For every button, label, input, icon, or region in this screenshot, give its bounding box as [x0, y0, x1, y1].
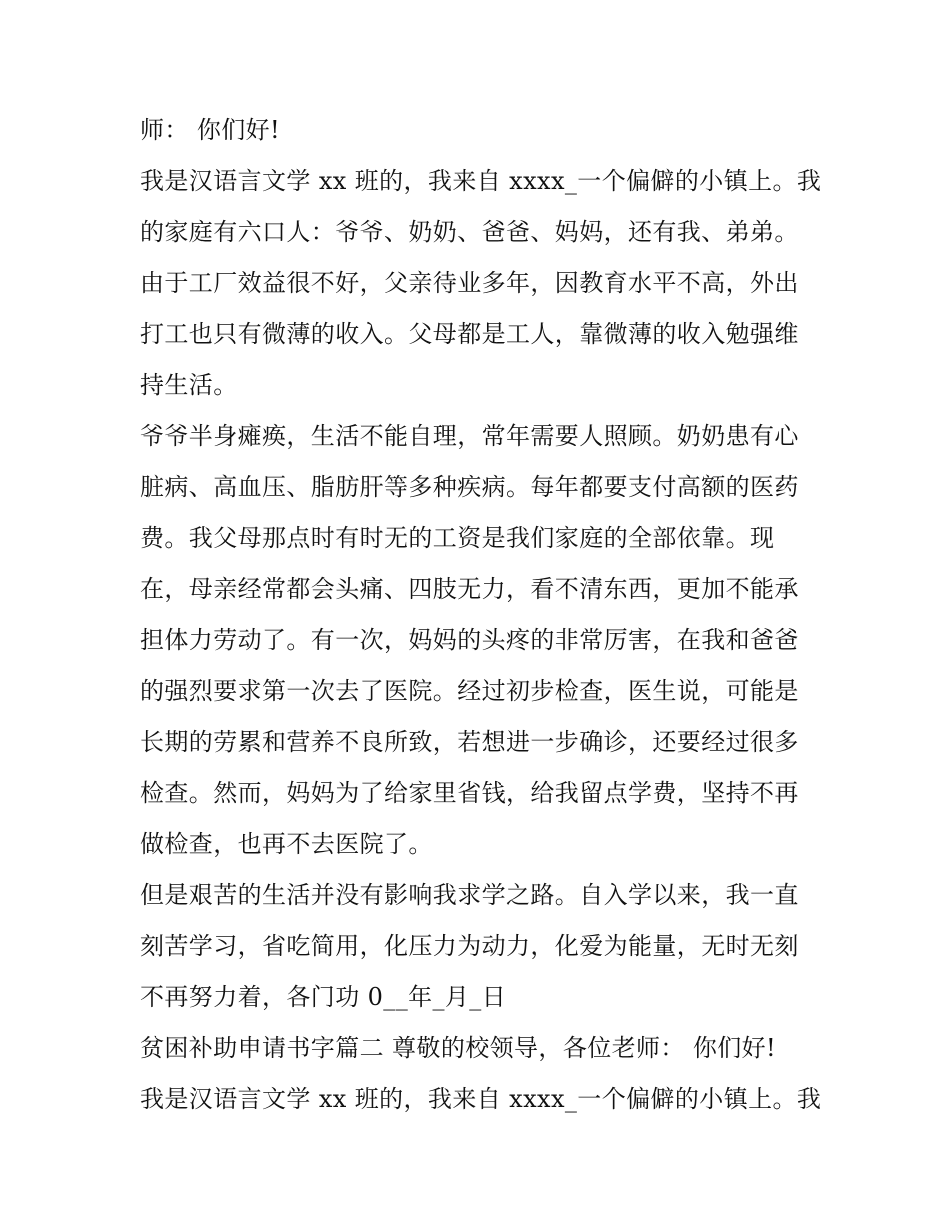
- text-line: 脏病、高血压、脂肪肝等多种疾病。每年都要支付高额的医药: [140, 473, 799, 501]
- text-line: 的家庭有六口人：爷爷、奶奶、爸爸、妈妈，还有我、弟弟。: [140, 218, 799, 246]
- text-line: 爷爷半身瘫痪，生活不能自理，常年需要人照顾。奶奶患有心: [140, 422, 799, 450]
- document-body: [140, 109, 830, 1129]
- text-line: 刻苦学习，省吃简用，化压力为动力，化爱为能量，无时无刻: [140, 932, 799, 960]
- text-line: 费。我父母那点时有时无的工资是我们家庭的全部依靠。现: [140, 524, 775, 552]
- text-line: 持生活。: [140, 371, 238, 399]
- text-line: 但是艰苦的生活并没有影响我求学之路。自入学以来，我一直: [140, 881, 799, 909]
- text-line: 做检查，也再不去医院了。: [140, 830, 433, 858]
- text-line: 长期的劳累和营养不良所致，若想进一步确诊，还要经过很多: [140, 728, 799, 756]
- text-line: 的强烈要求第一次去了医院。经过初步检查，医生说，可能是: [140, 677, 799, 705]
- text-line: 不再努力着，各门功 0__年_月_日: [140, 983, 507, 1011]
- text-line: 担体力劳动了。有一次，妈妈的头疼的非常厉害，在我和爸爸: [140, 626, 799, 654]
- text-line: 在，母亲经常都会头痛、四肢无力，看不清东西，更加不能承: [140, 575, 799, 603]
- text-line: 我是汉语言文学 xx 班的，我来自 xxxx_一个偏僻的小镇上。我: [140, 1085, 822, 1113]
- text-line: 检查。然而，妈妈为了给家里省钱，给我留点学费，坚持不再: [140, 779, 799, 807]
- text-line: 贫困补助申请书字篇二 尊敬的校领导，各位老师： 你们好!: [140, 1034, 777, 1062]
- text-line: 由于工厂效益很不好，父亲待业多年，因教育水平不高，外出: [140, 269, 799, 297]
- text-line: 我是汉语言文学 xx 班的，我来自 xxxx_一个偏僻的小镇上。我: [140, 167, 822, 195]
- text-line: 打工也只有微薄的收入。父母都是工人，靠微薄的收入勉强维: [140, 320, 799, 348]
- text-line: 师： 你们好!: [140, 116, 281, 144]
